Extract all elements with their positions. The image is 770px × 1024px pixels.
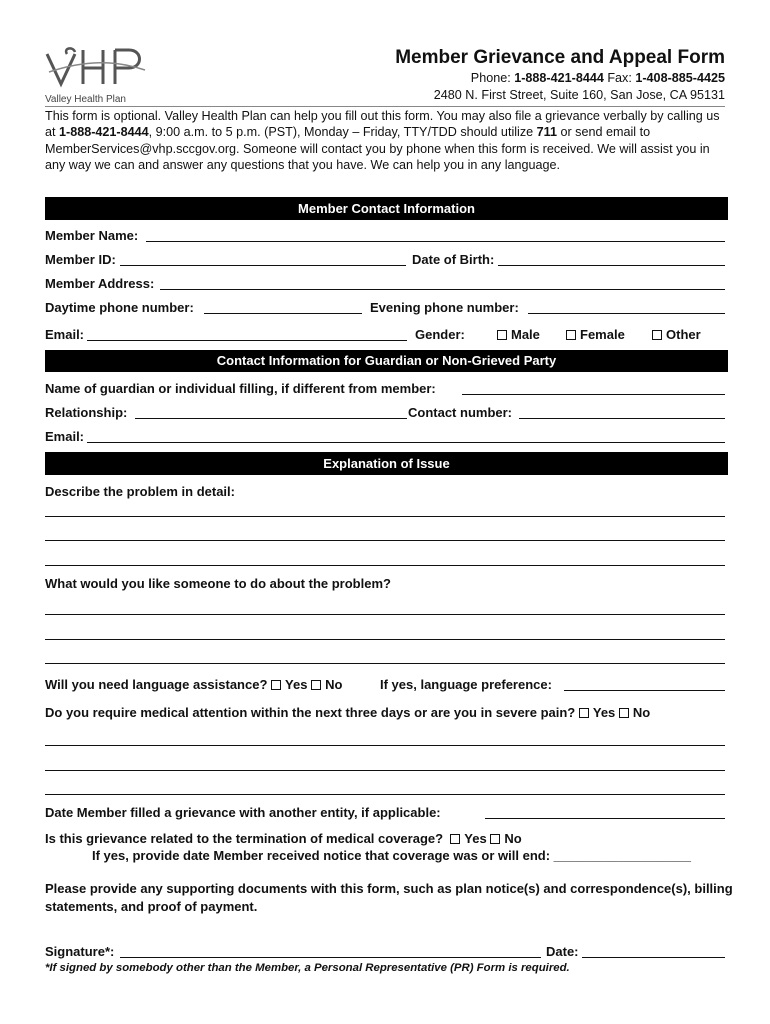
header-contact xyxy=(471,71,725,85)
other-label: Other xyxy=(666,327,701,342)
fax-label: Fax: xyxy=(603,71,636,85)
describe-line-1[interactable] xyxy=(45,516,725,517)
language-assistance-question xyxy=(45,677,342,692)
date-filed-field[interactable] xyxy=(485,818,725,819)
relationship-label: Relationship: xyxy=(45,405,128,420)
gender-female-option[interactable] xyxy=(566,327,625,342)
member-id-label: Member ID: xyxy=(45,252,116,267)
gender-other-option[interactable] xyxy=(652,327,701,342)
checkbox-icon xyxy=(450,834,460,844)
yes-label: Yes xyxy=(592,705,616,720)
checkbox-icon xyxy=(652,330,662,340)
yes-label: Yes xyxy=(464,831,487,846)
medical-line-2[interactable] xyxy=(45,770,725,771)
checkbox-icon xyxy=(579,708,589,718)
guardian-name-field[interactable] xyxy=(462,394,725,395)
describe-problem-label: Describe the problem in detail: xyxy=(45,484,235,499)
fax-number: 1-408-885-4425 xyxy=(635,71,725,85)
section-header-member: Member Contact Information xyxy=(45,197,728,220)
signature-field[interactable] xyxy=(120,957,541,958)
signature-label: Signature*: xyxy=(45,944,115,959)
outcome-line-3[interactable] xyxy=(45,663,725,664)
desired-outcome-label: What would you like someone to do about the problem? xyxy=(45,576,391,591)
intro-text-1: This form is optional. Valley Health Plan can help you fill out this form. You may also file a grievance verbally by calling us at xyxy=(45,109,720,140)
no-label: No xyxy=(325,677,343,692)
termination-question-text: Is this grievance related to the termination of medical coverage? xyxy=(45,831,444,846)
dob-label: Date of Birth: xyxy=(412,252,495,267)
male-label: Male xyxy=(511,327,540,342)
logo-name: Valley Health Plan xyxy=(45,94,126,105)
member-email-field[interactable] xyxy=(87,340,407,341)
header-rule xyxy=(45,106,725,107)
contact-number-field[interactable] xyxy=(519,418,725,419)
valley-health-plan-logo-icon xyxy=(45,44,155,88)
termination-question xyxy=(45,831,522,846)
checkbox-icon xyxy=(566,330,576,340)
section-header-issue: Explanation of Issue xyxy=(45,452,728,475)
evening-phone-label: Evening phone number: xyxy=(370,300,519,315)
describe-line-2[interactable] xyxy=(45,540,725,541)
intro-phone: 1-888-421-8444 xyxy=(59,125,149,140)
language-preference-label: If yes, language preference: xyxy=(380,677,552,692)
member-address-field[interactable] xyxy=(160,289,725,290)
medical-yes-option[interactable] xyxy=(579,705,615,720)
member-email-label: Email: xyxy=(45,327,85,342)
termination-yes-option[interactable] xyxy=(450,831,486,846)
phone-label: Phone: xyxy=(470,71,515,85)
member-address-label: Member Address: xyxy=(45,276,155,291)
member-name-label: Member Name: xyxy=(45,228,139,243)
language-question-text: Will you need language assistance? xyxy=(45,677,268,692)
no-label: No xyxy=(504,831,522,846)
intro-text-3: or send email to MemberServices@vhp.sccgov.org. Someone will contact you by phone when this form is received. We will assist you in any way we can and answer any questions that you have. We can help you in any language. xyxy=(45,125,710,173)
supporting-documents-note: Please provide any supporting documents with this form, such as plan notice(s) and correspondence(s), billing statements, and proof of payment. xyxy=(45,881,733,914)
checkbox-icon xyxy=(497,330,507,340)
evening-phone-field[interactable] xyxy=(528,313,725,314)
intro-paragraph xyxy=(45,108,725,174)
member-id-field[interactable] xyxy=(120,265,406,266)
intro-text-2: , 9:00 a.m. to 5 p.m. (PST), Monday – Friday, TTY/TDD should utilize xyxy=(148,125,537,140)
checkbox-icon xyxy=(619,708,629,718)
language-preference-field[interactable] xyxy=(564,690,725,691)
section-header-guardian: Contact Information for Guardian or Non-Grieved Party xyxy=(45,350,728,372)
header-address: 2480 N. First Street, Suite 160, San Jose, CA 95131 xyxy=(433,88,725,102)
medical-question-text: Do you require medical attention within the next three days or are you in severe pain? xyxy=(45,705,576,720)
guardian-name-label: Name of guardian or individual filling, if different from member: xyxy=(45,381,436,396)
contact-number-label: Contact number: xyxy=(408,405,512,420)
notice-date-field[interactable]: If yes, provide date Member received notice that coverage was or will end: ___________________ xyxy=(92,848,692,863)
guardian-email-label: Email: xyxy=(45,429,85,444)
checkbox-icon xyxy=(490,834,500,844)
guardian-email-field[interactable] xyxy=(87,442,725,443)
outcome-line-2[interactable] xyxy=(45,639,725,640)
date-field[interactable] xyxy=(582,957,725,958)
medical-no-option[interactable] xyxy=(619,705,650,720)
intro-tty: 711 xyxy=(536,125,557,140)
daytime-phone-label: Daytime phone number: xyxy=(45,300,194,315)
member-name-field[interactable] xyxy=(146,241,725,242)
outcome-line-1[interactable] xyxy=(45,614,725,615)
logo xyxy=(45,44,155,105)
page-title: Member Grievance and Appeal Form xyxy=(395,47,725,68)
date-filed-label: Date Member filled a grievance with another entity, if applicable: xyxy=(45,805,441,820)
medical-line-1[interactable] xyxy=(45,745,725,746)
date-label: Date: xyxy=(546,944,579,959)
phone-number: 1-888-421-8444 xyxy=(514,71,604,85)
termination-no-option[interactable] xyxy=(490,831,521,846)
relationship-field[interactable] xyxy=(135,418,407,419)
footnote: *If signed by somebody other than the Member, a Personal Representative (PR) Form is required. xyxy=(45,962,570,974)
checkbox-icon xyxy=(311,680,321,690)
medical-line-3[interactable] xyxy=(45,794,725,795)
checkbox-icon xyxy=(271,680,281,690)
no-label: No xyxy=(632,705,651,720)
female-label: Female xyxy=(580,327,625,342)
yes-label: Yes xyxy=(285,677,308,692)
gender-male-option[interactable] xyxy=(497,327,540,342)
language-yes-option[interactable] xyxy=(271,677,307,692)
gender-label: Gender: xyxy=(415,327,465,342)
medical-attention-question xyxy=(45,705,650,720)
dob-field[interactable] xyxy=(498,265,725,266)
daytime-phone-field[interactable] xyxy=(204,313,362,314)
language-no-option[interactable] xyxy=(311,677,342,692)
describe-line-3[interactable] xyxy=(45,565,725,566)
